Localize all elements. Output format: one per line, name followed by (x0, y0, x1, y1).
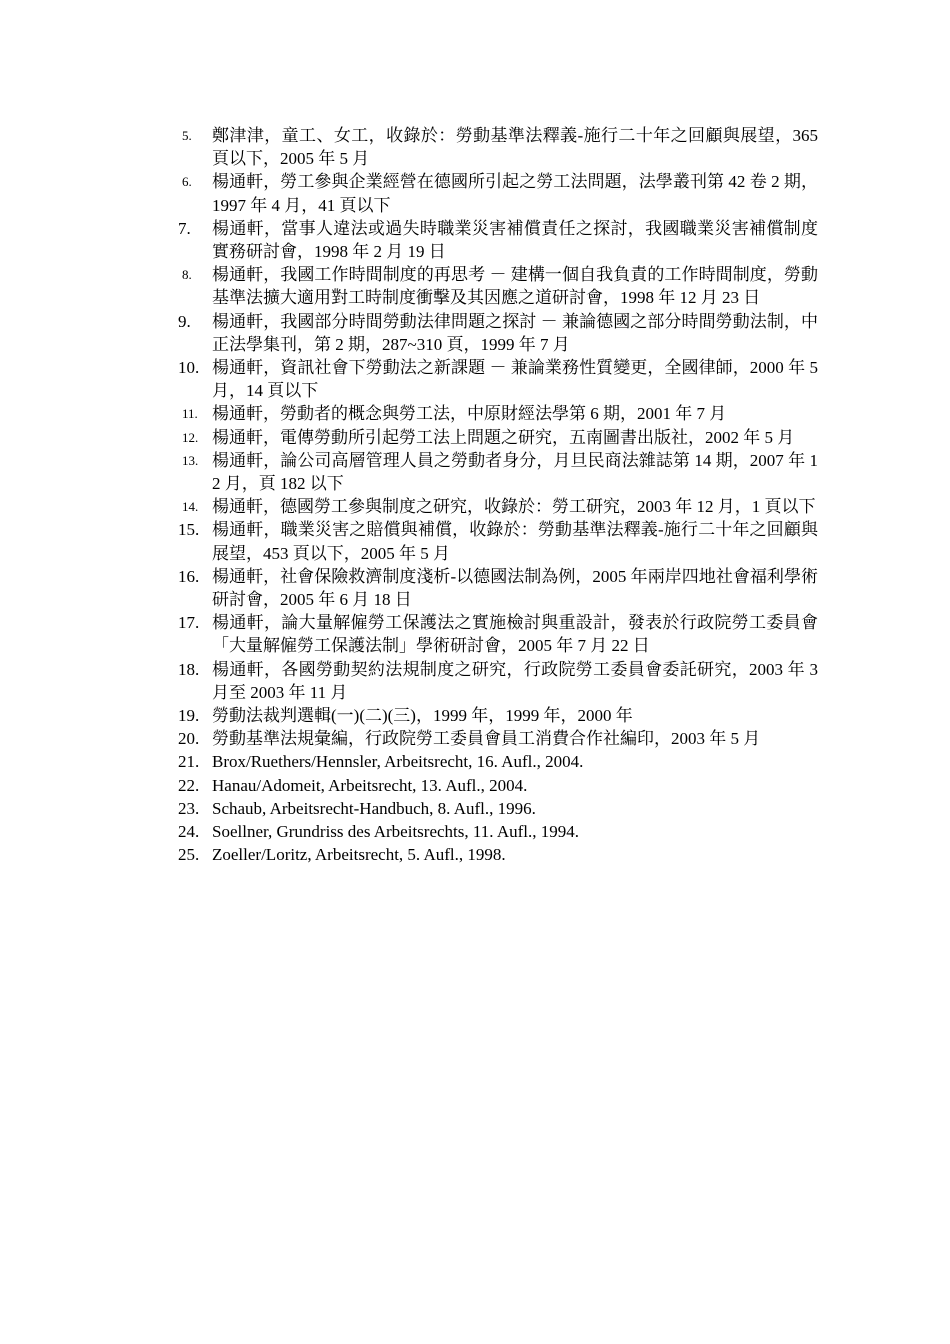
reference-number: 18. (178, 659, 200, 679)
reference-item (178, 217, 818, 263)
reference-text: 楊通軒，勞工參與企業經營在德國所引起之勞工法問題，法學叢刊第 42 卷 2 期，1997 年 4 月，41 頁以下 (212, 172, 818, 215)
reference-item (178, 750, 818, 773)
reference-number: 13. (182, 452, 199, 468)
reference-item (178, 170, 818, 216)
reference-text: 楊通軒，社會保險救濟制度淺析-以德國法制為例，2005 年兩岸四地社會福利學術研討會，2005 年 6 月 18 日 (212, 566, 818, 610)
reference-number: 12. (182, 429, 199, 445)
reference-text: 楊通軒，我國工作時間制度的再思考 － 建構一個自我負責的工作時間制度，勞動基準法擴大適用對工時制度衝擊及其因應之道研討會，1998 年 12 月 23 日 (212, 265, 818, 308)
reference-item (178, 518, 818, 564)
reference-text: 楊通軒，電傳勞動所引起勞工法上問題之研究，五南圖書出版社，2002 年 5 月 (212, 427, 795, 447)
reference-number: 8. (182, 267, 192, 283)
reference-item (178, 774, 818, 797)
reference-item (178, 658, 818, 704)
reference-number: 22. (178, 775, 200, 795)
reference-text: 楊通軒，職業災害之賠償與補償，收錄於：勞動基準法釋義-施行二十年之回顧與展望，453 頁以下，2005 年 5 月 (212, 520, 818, 563)
reference-item (178, 356, 818, 402)
reference-number: 17. (178, 613, 200, 633)
reference-item (178, 704, 818, 727)
reference-text: 楊通軒，論公司高層管理人員之勞動者身分，月旦民商法雜誌第 14 期，2007 年 12 月，頁 182 以下 (212, 450, 818, 494)
reference-text: Hanau/Adomeit, Arbeitsrecht, 13. Aufl., 2004. (212, 775, 528, 795)
reference-item (178, 611, 818, 657)
reference-text: 鄭津津，童工、女工，收錄於：勞動基準法釋義-施行二十年之回顧與展望，365 頁以下，2005 年 5 月 (212, 126, 818, 169)
reference-item (178, 727, 818, 750)
reference-number: 5. (182, 128, 192, 143)
reference-number: 24. (178, 822, 200, 842)
reference-item (178, 565, 818, 611)
reference-item (178, 820, 818, 843)
reference-text: 楊通軒，當事人違法或過失時職業災害補償責任之探討，我國職業災害補償制度實務研討會，1998 年 2 月 19 日 (212, 218, 818, 262)
reference-text: Brox/Ruethers/Hennsler, Arbeitsrecht, 16. Aufl., 2004. (212, 752, 584, 772)
reference-number: 10. (178, 358, 200, 378)
reference-number: 11. (182, 406, 198, 422)
reference-number: 14. (182, 499, 199, 515)
reference-number: 16. (178, 566, 200, 586)
reference-number: 23. (178, 798, 200, 818)
reference-item (178, 263, 818, 309)
reference-number: 15. (178, 520, 200, 540)
reference-text: 勞動基準法規彙編，行政院勞工委員會員工消費合作社編印，2003 年 5 月 (212, 729, 761, 749)
reference-item (178, 124, 818, 170)
reference-number: 9. (178, 311, 191, 331)
reference-item (178, 843, 818, 866)
reference-item (178, 402, 818, 425)
reference-text: 楊通軒，勞動者的概念與勞工法，中原財經法學第 6 期，2001 年 7 月 (212, 404, 727, 424)
reference-number: 25. (178, 845, 200, 865)
reference-number: 20. (178, 729, 200, 749)
reference-text: Soellner, Grundriss des Arbeitsrechts, 11. Aufl., 1994. (212, 822, 579, 842)
reference-number: 6. (182, 174, 192, 190)
reference-item (178, 310, 818, 356)
reference-item (178, 449, 818, 495)
reference-text: Zoeller/Loritz, Arbeitsrecht, 5. Aufl., 1998. (212, 845, 506, 865)
reference-item (178, 797, 818, 820)
reference-number: 21. (178, 752, 200, 772)
reference-item (178, 495, 818, 518)
reference-text: Schaub, Arbeitsrecht-Handbuch, 8. Aufl., 1996. (212, 798, 536, 818)
reference-text: 勞動法裁判選輯(一)(二)(三)，1999 年，1999 年，2000 年 (212, 706, 633, 726)
reference-list (178, 124, 818, 867)
reference-text: 楊通軒，德國勞工參與制度之研究，收錄於：勞工研究，2003 年 12 月，1 頁以下 (212, 497, 816, 517)
reference-text: 楊通軒，我國部分時間勞動法律問題之探討 － 兼論德國之部分時間勞動法制，中正法學集刊，第 2 期，287~310 頁，1999 年 7 月 (212, 311, 818, 354)
reference-number: 7. (178, 218, 191, 238)
reference-text: 楊通軒，資訊社會下勞動法之新課題 － 兼論業務性質變更，全國律師，2000 年 5 月，14 頁以下 (212, 358, 818, 401)
reference-item (178, 426, 818, 449)
reference-number: 19. (178, 706, 200, 726)
reference-text: 楊通軒，論大量解僱勞工保護法之實施檢討與重設計，發表於行政院勞工委員會「大量解僱勞工保護法制」學術研討會，2005 年 7 月 22 日 (212, 613, 818, 656)
reference-text: 楊通軒，各國勞動契約法規制度之研究，行政院勞工委員會委託研究，2003 年 3 月至 2003 年 11 月 (212, 659, 818, 702)
